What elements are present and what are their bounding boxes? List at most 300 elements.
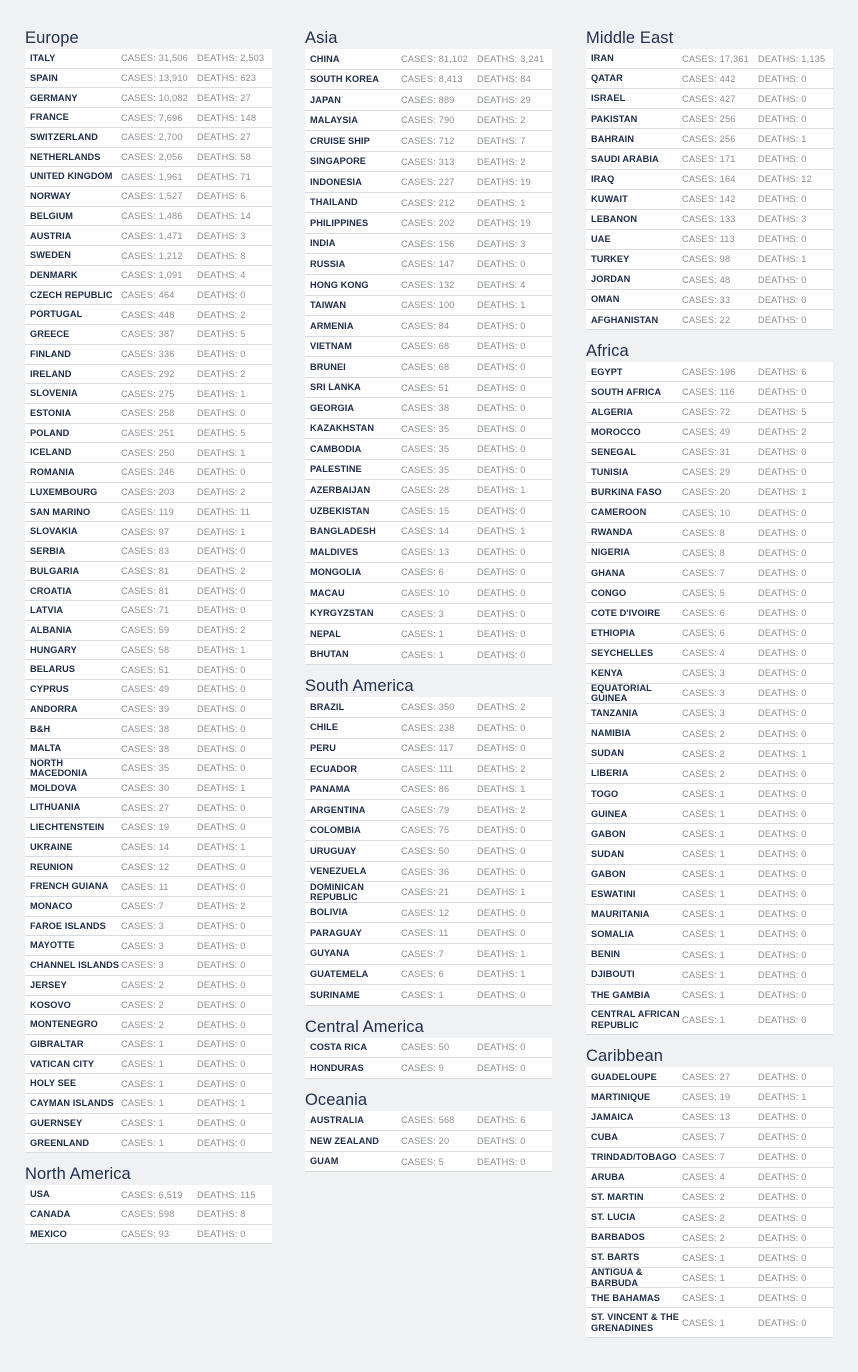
deaths-count: DEATHS: 0	[197, 802, 246, 813]
country-name: CAMBODIA	[310, 443, 362, 454]
deaths-count: DEATHS: 0	[197, 605, 246, 616]
country-name: JAPAN	[310, 94, 341, 105]
country-name: JERSEY	[30, 979, 67, 990]
country-name: GUADELOUPE	[591, 1071, 657, 1082]
country-name: BOLIVIA	[310, 907, 348, 918]
region-europe	[25, 27, 272, 1153]
deaths-count: DEATHS: 0	[477, 423, 526, 434]
deaths-count: DEATHS: 0	[197, 546, 246, 557]
country-name: CAYMAN ISLANDS	[30, 1098, 114, 1109]
cases-count: CASES: 20	[682, 487, 731, 498]
country-name: CANADA	[30, 1209, 71, 1220]
cases-count: CASES: 1	[121, 1039, 164, 1050]
country-name: CZECH REPUBLIC	[30, 289, 113, 300]
country-name: BURKINA FASO	[591, 487, 662, 498]
table-row	[25, 286, 272, 306]
cases-count: CASES: 1,961	[121, 171, 183, 182]
table-row	[25, 917, 272, 937]
deaths-count: DEATHS: 0	[477, 403, 526, 414]
country-name: JAMAICA	[591, 1111, 634, 1122]
table-row	[25, 503, 272, 523]
cases-count: CASES: 1,527	[121, 191, 183, 202]
deaths-count: DEATHS: 0	[758, 1252, 807, 1263]
deaths-count: DEATHS: 0	[477, 989, 526, 1000]
cases-count: CASES: 292	[121, 368, 175, 379]
deaths-count: DEATHS: 0	[758, 547, 807, 558]
deaths-count: DEATHS: 0	[477, 825, 526, 836]
country-name: PAKISTAN	[591, 113, 638, 124]
table-row	[586, 804, 833, 824]
table-row	[586, 905, 833, 925]
cases-count: CASES: 196	[682, 366, 736, 377]
deaths-count: DEATHS: 0	[758, 467, 807, 478]
country-name: GUINEA	[591, 808, 628, 819]
country-name: GABON	[591, 868, 626, 879]
table-row	[586, 1288, 833, 1308]
deaths-count: DEATHS: 1	[758, 748, 807, 759]
cases-count: CASES: 8,413	[401, 74, 463, 85]
cases-count: CASES: 1	[401, 989, 444, 1000]
region-oceania	[305, 1089, 552, 1173]
deaths-count: DEATHS: 8	[197, 250, 246, 261]
table-row	[305, 254, 552, 275]
deaths-count: DEATHS: 2	[477, 156, 526, 167]
table-row	[305, 275, 552, 296]
cases-count: CASES: 58	[121, 644, 170, 655]
country-table	[586, 49, 833, 330]
deaths-count: DEATHS: 0	[758, 1212, 807, 1223]
cases-count: CASES: 68	[401, 341, 450, 352]
cases-count: CASES: 387	[121, 329, 175, 340]
cases-count: CASES: 35	[401, 423, 450, 434]
country-name: PALESTINE	[310, 464, 362, 475]
cases-count: CASES: 1,212	[121, 250, 183, 261]
table-row	[586, 644, 833, 664]
country-name: INDIA	[310, 238, 336, 249]
region-north-america	[25, 1163, 272, 1244]
country-name: CYPRUS	[30, 684, 69, 695]
country-name: BRUNEI	[310, 361, 346, 372]
cases-count: CASES: 38	[121, 723, 170, 734]
cases-count: CASES: 2	[682, 748, 725, 759]
cases-count: CASES: 7	[682, 567, 725, 578]
country-table	[25, 49, 272, 1153]
cases-count: CASES: 2	[682, 1212, 725, 1223]
table-row	[25, 1094, 272, 1114]
deaths-count: DEATHS: 0	[197, 920, 246, 931]
region-title: Europe	[25, 29, 79, 47]
country-name: ICELAND	[30, 447, 72, 458]
cases-count: CASES: 1	[682, 788, 725, 799]
deaths-count: DEATHS: 0	[197, 684, 246, 695]
table-row	[305, 378, 552, 399]
table-row	[25, 365, 272, 385]
deaths-count: DEATHS: 29	[477, 94, 531, 105]
country-name: PERU	[310, 743, 336, 754]
table-row	[305, 563, 552, 584]
deaths-count: DEATHS: 0	[758, 889, 807, 900]
table-row	[305, 193, 552, 214]
country-name: KYRGYZSTAN	[310, 608, 374, 619]
table-row	[25, 621, 272, 641]
table-row	[586, 1005, 833, 1035]
table-row	[25, 88, 272, 108]
country-table	[305, 49, 552, 665]
table-row	[586, 1067, 833, 1087]
deaths-count: DEATHS: 0	[197, 999, 246, 1010]
region-title: Asia	[305, 29, 338, 47]
deaths-count: DEATHS: 1,135	[758, 53, 826, 64]
country-name: KUWAIT	[591, 193, 628, 204]
deaths-count: DEATHS: 1	[758, 254, 807, 265]
deaths-count: DEATHS: 1	[197, 644, 246, 655]
deaths-count: DEATHS: 0	[758, 73, 807, 84]
cases-count: CASES: 19	[682, 1091, 731, 1102]
deaths-count: DEATHS: 0	[758, 969, 807, 980]
cases-count: CASES: 13,910	[121, 73, 188, 84]
cases-count: CASES: 464	[121, 289, 175, 300]
deaths-count: DEATHS: 0	[477, 320, 526, 331]
table-row	[586, 1188, 833, 1208]
table-row	[586, 784, 833, 804]
table-row	[25, 345, 272, 365]
country-name: AUSTRALIA	[310, 1115, 364, 1126]
table-row	[25, 996, 272, 1016]
deaths-count: DEATHS: 2	[197, 901, 246, 912]
table-row	[305, 944, 552, 965]
cases-count: CASES: 119	[121, 506, 174, 517]
country-name: MALTA	[30, 743, 62, 754]
deaths-count: DEATHS: 8	[197, 1209, 246, 1220]
cases-count: CASES: 275	[121, 388, 175, 399]
cases-count: CASES: 28	[401, 485, 450, 496]
cases-count: CASES: 2	[682, 1192, 725, 1203]
cases-count: CASES: 6	[401, 567, 444, 578]
cases-count: CASES: 49	[682, 427, 731, 438]
table-row	[25, 660, 272, 680]
table-row	[25, 226, 272, 246]
cases-count: CASES: 12	[121, 861, 170, 872]
deaths-count: DEATHS: 0	[477, 846, 526, 856]
deaths-count: DEATHS: 0	[197, 980, 246, 991]
cases-count: CASES: 889	[401, 94, 455, 105]
table-row	[586, 1128, 833, 1148]
deaths-count: DEATHS: 0	[758, 788, 807, 799]
table-row	[305, 759, 552, 780]
table-row	[305, 337, 552, 358]
cases-count: CASES: 251	[121, 428, 175, 439]
table-row	[586, 684, 833, 704]
country-name: ETHIOPIA	[591, 627, 636, 638]
deaths-count: DEATHS: 0	[758, 194, 807, 205]
cases-count: CASES: 71	[121, 605, 170, 616]
cases-count: CASES: 35	[121, 763, 170, 774]
deaths-count: DEATHS: 0	[758, 1172, 807, 1183]
deaths-count: DEATHS: 1	[477, 197, 526, 208]
cases-count: CASES: 203	[121, 487, 175, 498]
region-asia	[305, 27, 552, 665]
table-row	[305, 90, 552, 111]
deaths-count: DEATHS: 0	[197, 467, 246, 478]
deaths-count: DEATHS: 0	[197, 408, 246, 419]
country-name: TRINDAD/TOBAGO	[591, 1151, 677, 1162]
country-name: GEORGIA	[310, 402, 355, 413]
country-name: GUERNSEY	[30, 1117, 83, 1128]
cases-count: CASES: 133	[682, 214, 736, 225]
country-table	[586, 362, 833, 1035]
country-name: COTE D'IVOIRE	[591, 607, 661, 618]
deaths-count: DEATHS: 27	[197, 92, 251, 103]
country-name: ALBANIA	[30, 624, 73, 635]
cases-count: CASES: 20	[401, 1136, 450, 1147]
cases-count: CASES: 81,102	[401, 53, 468, 64]
cases-count: CASES: 111	[401, 763, 454, 774]
table-row	[586, 382, 833, 402]
country-name: COSTA RICA	[310, 1042, 368, 1053]
cases-count: CASES: 100	[401, 300, 455, 311]
deaths-count: DEATHS: 1	[758, 133, 807, 144]
country-name: GUAM	[310, 1156, 339, 1167]
deaths-count: DEATHS: 2	[477, 804, 526, 815]
cases-count: CASES: 3	[401, 608, 444, 619]
cases-count: CASES: 8	[682, 527, 725, 538]
cases-count: CASES: 1	[682, 969, 725, 980]
cases-count: CASES: 336	[121, 349, 175, 360]
country-name: QATAR	[591, 73, 623, 84]
table-row	[25, 49, 272, 69]
deaths-count: DEATHS: 0	[758, 1071, 807, 1082]
cases-count: CASES: 1	[121, 1078, 164, 1089]
cases-count: CASES: 568	[401, 1115, 455, 1126]
country-name: SLOVENIA	[30, 388, 78, 399]
deaths-count: DEATHS: 115	[197, 1189, 256, 1200]
table-row	[25, 1074, 272, 1094]
table-row	[305, 172, 552, 193]
deaths-count: DEATHS: 6	[758, 366, 807, 377]
country-name: GUYANA	[310, 948, 350, 959]
cases-count: CASES: 1	[121, 1137, 164, 1148]
country-name: SEYCHELLES	[591, 647, 654, 658]
cases-count: CASES: 1	[682, 909, 725, 920]
table-row	[586, 443, 833, 463]
cases-count: CASES: 12	[401, 907, 450, 918]
table-row	[586, 925, 833, 945]
country-name: SPAIN	[30, 72, 58, 83]
cases-count: CASES: 1,486	[121, 211, 183, 222]
cases-count: CASES: 6	[401, 969, 444, 980]
table-row	[25, 1134, 272, 1154]
table-row	[25, 759, 272, 779]
deaths-count: DEATHS: 3	[758, 214, 807, 225]
cases-count: CASES: 116	[682, 386, 735, 397]
country-name: ESWATINI	[591, 889, 636, 900]
deaths-count: DEATHS: 2	[477, 115, 526, 126]
table-row	[25, 542, 272, 562]
table-row	[25, 798, 272, 818]
table-row	[305, 398, 552, 419]
table-row	[586, 543, 833, 563]
country-table	[305, 697, 552, 1005]
cases-count: CASES: 7	[682, 1152, 725, 1163]
table-row	[586, 1248, 833, 1268]
country-name: MALDIVES	[310, 546, 359, 557]
cases-count: CASES: 147	[401, 259, 455, 270]
table-row	[25, 641, 272, 661]
cases-count: CASES: 1	[682, 849, 725, 860]
deaths-count: DEATHS: 0	[197, 822, 246, 833]
table-row	[25, 266, 272, 286]
country-name: FRENCH GUIANA	[30, 881, 109, 892]
country-name: HONG KONG	[310, 279, 369, 290]
country-name: AFGHANISTAN	[591, 314, 659, 325]
country-name: MOLDOVA	[30, 782, 77, 793]
cases-count: CASES: 250	[121, 447, 175, 458]
country-name: MONTENEGRO	[30, 1019, 98, 1030]
deaths-count: DEATHS: 84	[477, 74, 531, 85]
country-name: EQUATORIAL GUINEA	[591, 682, 652, 704]
country-name: UAE	[591, 234, 611, 245]
cases-count: CASES: 1	[682, 829, 725, 840]
cases-count: CASES: 81	[121, 566, 170, 577]
country-name: ROMANIA	[30, 467, 75, 478]
table-row	[586, 704, 833, 724]
country-name: SRI LANKA	[310, 382, 361, 393]
country-name: ST. VINCENT & THE GRENADINES	[591, 1312, 679, 1333]
cases-count: CASES: 256	[682, 133, 736, 144]
country-name: GUATEMELA	[310, 969, 369, 980]
country-name: URUGUAY	[310, 845, 357, 856]
cases-count: CASES: 313	[401, 156, 455, 167]
table-row	[305, 480, 552, 501]
deaths-count: DEATHS: 0	[477, 259, 526, 270]
deaths-count: DEATHS: 0	[758, 929, 807, 940]
table-row	[25, 562, 272, 582]
table-row	[586, 603, 833, 623]
country-name: SWEDEN	[30, 250, 71, 261]
deaths-count: DEATHS: 0	[477, 587, 526, 598]
table-row	[586, 1108, 833, 1128]
country-name: SINGAPORE	[310, 156, 367, 167]
table-row	[586, 89, 833, 109]
cases-count: CASES: 31	[682, 447, 731, 458]
cases-count: CASES: 7	[121, 901, 164, 912]
cases-count: CASES: 1	[682, 1292, 725, 1303]
deaths-count: DEATHS: 0	[758, 154, 807, 165]
deaths-count: DEATHS: 0	[758, 728, 807, 739]
deaths-count: DEATHS: 0	[758, 507, 807, 518]
country-name: DJIBOUTI	[591, 969, 635, 980]
table-row	[25, 424, 272, 444]
table-row	[25, 246, 272, 266]
cases-count: CASES: 3	[121, 920, 164, 931]
cases-count: CASES: 38	[401, 403, 450, 414]
deaths-count: DEATHS: 58	[197, 151, 251, 162]
deaths-count: DEATHS: 1	[477, 526, 526, 537]
table-row	[305, 882, 552, 903]
table-row	[25, 936, 272, 956]
table-row	[586, 985, 833, 1005]
table-row	[25, 128, 272, 148]
deaths-count: DEATHS: 0	[477, 464, 526, 475]
country-name: MONGOLIA	[310, 567, 362, 578]
country-name: VATICAN CITY	[30, 1058, 95, 1069]
cases-count: CASES: 97	[121, 526, 170, 537]
cases-count: CASES: 1	[682, 1252, 725, 1263]
country-name: B&H	[30, 723, 51, 734]
deaths-count: DEATHS: 0	[758, 294, 807, 305]
cases-count: CASES: 36	[401, 866, 450, 877]
country-name: AUSTRIA	[30, 230, 72, 241]
table-row	[586, 845, 833, 865]
table-row	[305, 419, 552, 440]
table-row	[586, 624, 833, 644]
table-row	[25, 404, 272, 424]
cases-count: CASES: 30	[121, 782, 170, 793]
region-title: North America	[25, 1165, 131, 1184]
cases-count: CASES: 50	[401, 1042, 450, 1053]
country-name: LATVIA	[30, 605, 64, 616]
cases-count: CASES: 10	[682, 507, 731, 518]
table-row	[25, 719, 272, 739]
table-row	[305, 70, 552, 91]
cases-count: CASES: 3	[682, 668, 725, 679]
table-row	[586, 310, 833, 330]
country-name: ESTONIA	[30, 408, 72, 419]
country-name: BULGARIA	[30, 565, 80, 576]
deaths-count: DEATHS: 3	[197, 230, 246, 241]
cases-count: CASES: 2,700	[121, 132, 183, 143]
deaths-count: DEATHS: 0	[477, 649, 526, 660]
table-row	[25, 463, 272, 483]
deaths-count: DEATHS: 148	[197, 112, 257, 123]
deaths-count: DEATHS: 0	[758, 1014, 807, 1025]
table-row	[305, 316, 552, 337]
country-name: ARGENTINA	[310, 804, 366, 815]
cases-count: CASES: 246	[121, 467, 175, 478]
table-row	[586, 423, 833, 443]
deaths-count: DEATHS: 1	[197, 842, 246, 853]
country-name: ST. LUCIA	[591, 1212, 636, 1223]
cases-count: CASES: 13	[401, 546, 450, 557]
country-name: ST. BARTS	[591, 1252, 640, 1263]
country-name: IRELAND	[30, 368, 72, 379]
table-row	[25, 897, 272, 917]
country-name: MEXICO	[30, 1228, 67, 1239]
deaths-count: DEATHS: 0	[758, 1317, 807, 1328]
table-row	[25, 838, 272, 858]
cases-count: CASES: 3	[121, 960, 164, 971]
deaths-count: DEATHS: 2	[197, 368, 246, 379]
table-row	[305, 111, 552, 132]
cases-count: CASES: 35	[401, 464, 450, 475]
country-name: GREECE	[30, 329, 70, 340]
cases-count: CASES: 256	[682, 113, 736, 124]
country-name: SAUDI ARABIA	[591, 153, 659, 164]
table-row	[25, 976, 272, 996]
cases-count: CASES: 350	[401, 702, 455, 713]
country-name: RWANDA	[591, 527, 633, 538]
deaths-count: DEATHS: 0	[758, 1272, 807, 1283]
cases-count: CASES: 9	[401, 1062, 444, 1073]
cases-count: CASES: 1	[121, 1118, 164, 1129]
cases-count: CASES: 7	[401, 948, 444, 959]
deaths-count: DEATHS: 0	[197, 1118, 246, 1129]
table-row	[25, 187, 272, 207]
cases-count: CASES: 19	[121, 822, 170, 833]
deaths-count: DEATHS: 2	[197, 487, 246, 498]
cases-count: CASES: 14	[121, 842, 170, 853]
deaths-count: DEATHS: 0	[758, 527, 807, 538]
